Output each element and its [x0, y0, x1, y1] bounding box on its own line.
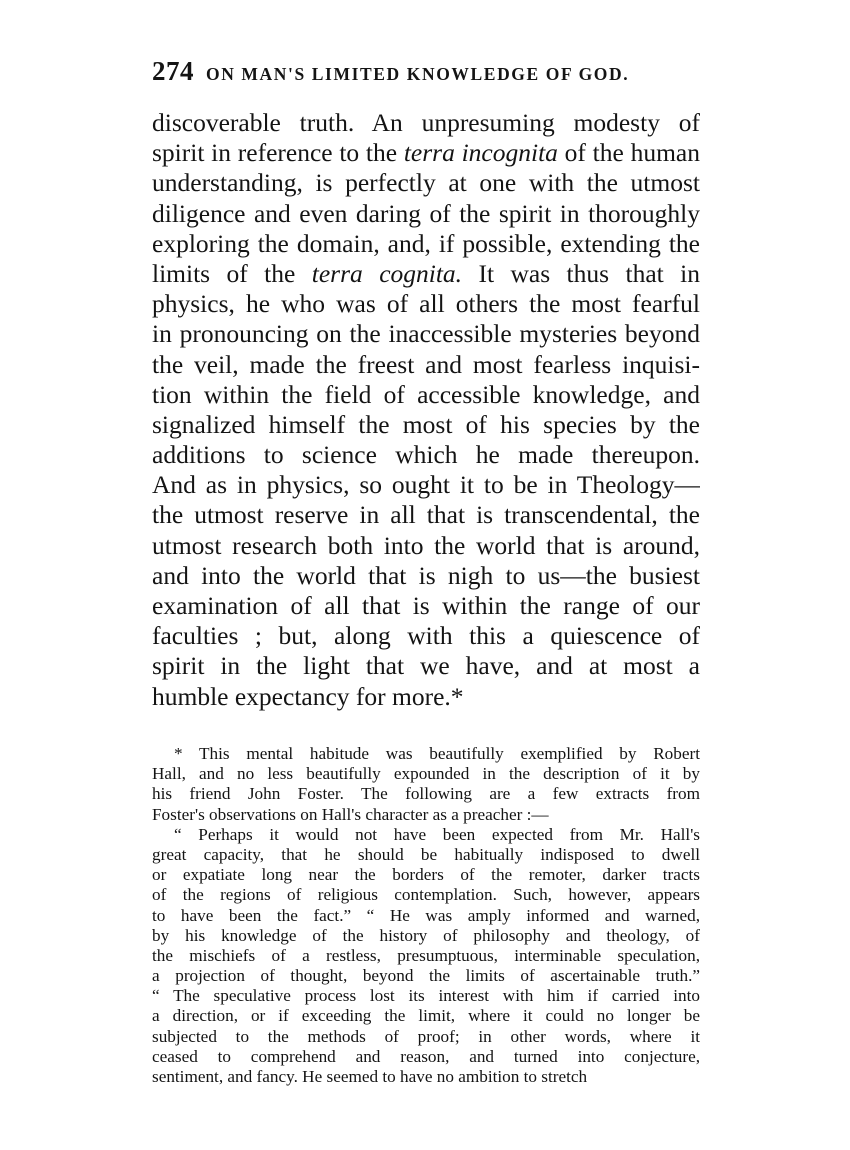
text-segment: the veil, made the freest and most fearless inquisi-	[152, 349, 700, 379]
text-line	[152, 259, 700, 289]
text-line	[152, 229, 700, 259]
page-number: 274	[152, 56, 194, 86]
footnote-line: of the regions of religious contemplation. Such, however, appears	[152, 885, 700, 905]
text-line	[152, 199, 700, 229]
text-line	[152, 470, 700, 500]
text-line	[152, 500, 700, 530]
text-segment: additions to science which he made thereupon.	[152, 440, 700, 470]
text-line	[152, 350, 700, 380]
footnote-line: “ Perhaps it would not have been expected from Mr. Hall's	[174, 824, 700, 844]
footnote	[152, 744, 700, 1087]
footnote-line: * This mental habitude was beautifully exemplified by Robert	[174, 744, 700, 763]
text-segment: in pronouncing on the inaccessible mysteries beyond	[152, 319, 700, 349]
text-segment: signalized himself the most of his species by the	[152, 409, 700, 439]
text-segment: understanding, is perfectly at one with the utmost	[152, 168, 700, 198]
running-head	[152, 56, 712, 90]
text-segment: humble expectancy for more.*	[152, 681, 464, 711]
text-segment: tion within the field of accessible knowledge, and	[152, 379, 700, 409]
text-segment: And as in physics, so ought it to be in Theology—	[152, 470, 700, 500]
text-line	[152, 531, 700, 561]
footnote-line: Hall, and no less beautifully expounded in the description of it by	[152, 764, 700, 784]
text-segment: physics, he who was of all others the most fearful	[152, 289, 700, 319]
text-line	[152, 108, 700, 138]
footnote-line: ceased to comprehend and reason, and turned into conjecture,	[152, 1046, 700, 1066]
text-segment: exploring the domain, and, if possible, extending the	[152, 228, 700, 258]
footnote-line: by his knowledge of the history of philosophy and theology, of	[152, 925, 700, 945]
text-segment: It was thus that in	[462, 258, 700, 288]
text-line	[152, 440, 700, 470]
text-segment: of the human	[557, 138, 700, 168]
footnote-line: to have been the fact.” “ He was amply informed and warned,	[152, 905, 700, 925]
text-line	[152, 168, 700, 198]
text-segment: the utmost reserve in all that is transcendental, the	[152, 500, 700, 530]
text-segment: and into the world that is nigh to us—the busiest	[152, 560, 700, 590]
text-segment: limits of the	[152, 258, 312, 288]
text-line	[152, 621, 700, 651]
text-line	[152, 289, 700, 319]
text-segment: examination of all that is within the range of our	[152, 591, 700, 620]
footnote-line: Foster's observations on Hall's character as a preacher :—	[152, 804, 549, 824]
footnote-line: his friend John Foster. The following are a few extracts from	[152, 784, 700, 804]
text-line	[152, 410, 700, 440]
footnote-line: “ The speculative process lost its interest with him if carried into	[152, 986, 700, 1006]
italic-phrase: terra incognita	[403, 138, 558, 168]
footnote-line: subjected to the methods of proof; in other words, where it	[152, 1026, 700, 1046]
text-line	[152, 380, 700, 410]
text-segment: discoverable truth. An unpresuming modesty of	[152, 108, 700, 137]
footnote-line: the mischiefs of a restless, presumptuous, interminable speculation,	[152, 945, 700, 965]
text-segment: utmost research both into the world that is around,	[152, 530, 700, 560]
text-segment: spirit in the light that we have, and at most a	[152, 651, 700, 681]
footnote-line: or expatiate long near the borders of the remoter, darker tracts	[152, 865, 700, 885]
text-line	[152, 561, 700, 591]
text-line	[152, 319, 700, 349]
running-title: ON MAN'S LIMITED KNOWLEDGE OF GOD.	[206, 64, 630, 84]
text-line	[152, 651, 700, 681]
text-line	[152, 138, 700, 168]
text-segment: spirit in reference to the	[152, 138, 404, 168]
text-segment: faculties ; but, along with this a quiescence of	[152, 621, 700, 651]
text-line	[152, 591, 700, 621]
footnote-line: great capacity, that he should be habitually indisposed to dwell	[152, 844, 700, 864]
footnote-line: a direction, or if exceeding the limit, where it could no longer be	[152, 1006, 700, 1026]
main-text	[152, 108, 700, 712]
italic-phrase: terra cognita.	[311, 258, 463, 288]
text-segment: diligence and even daring of the spirit in thoroughly	[152, 198, 700, 228]
footnote-line: sentiment, and fancy. He seemed to have no ambition to stretch	[152, 1067, 588, 1086]
text-line	[152, 682, 700, 712]
footnote-line: a projection of thought, beyond the limits of ascertainable truth.”	[152, 966, 700, 986]
